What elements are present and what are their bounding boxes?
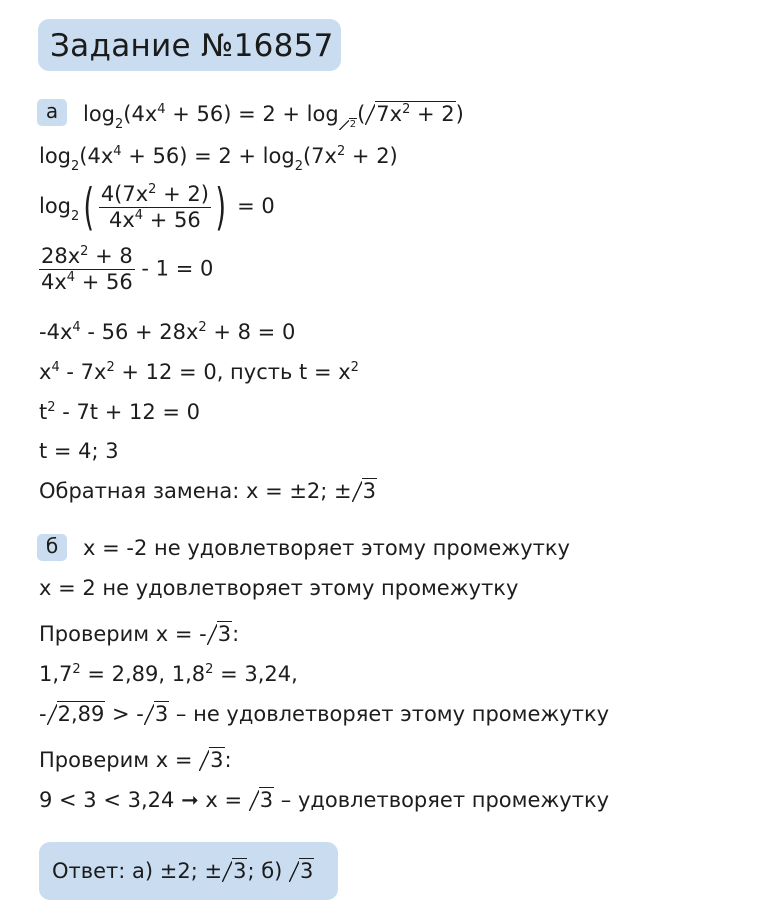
- equation-step-4: $-4x^4 - 56 + 28x^2 + 8 = 0$: [39, 320, 296, 344]
- part-b-line-1: x = -2 не удовлетворяет этому промежутку: [83, 536, 570, 560]
- arrow-right-icon: ➞: [181, 788, 199, 812]
- part-b-check-positive: Проверим x = 3:: [39, 748, 232, 772]
- equation-step-7: t = 4; 3: [39, 439, 119, 463]
- part-a-marker: а: [37, 99, 67, 126]
- equation-original: $\log_2(4x^4 + 56) = 2 + \log _2$( $7x^2 + 2$): [83, 102, 464, 132]
- part-b-compare-negative: - 2,89 > - 3 – не удовлетворяет этому промежутку: [39, 702, 610, 726]
- equation-step-3: $\frac{28x^2 + 8}{4x^4 + 56}$ - 1 = 0: [41, 244, 214, 294]
- part-b-marker: б: [37, 534, 67, 561]
- equation-step-6: $t^2 - 7t + 12 = 0$: [39, 400, 201, 424]
- part-b-squares: $1,7^2 = 2,89$, $1,8^2 = 3,24$,: [39, 662, 298, 686]
- equation-step-2: $\log_2$( $\frac{4(7x^2 + 2)}{4x^4 + 56}$ ) = 0: [39, 178, 275, 236]
- answer-box: Ответ: а) ±2; ± 3; б) 3: [39, 842, 338, 900]
- part-b-line-2: x = 2 не удовлетворяет этому промежутку: [39, 576, 519, 600]
- equation-step-1: $\log_2(4x^4 + 56) = 2 + \log_2(7x^2 + 2)$: [39, 144, 398, 174]
- reverse-substitution: Обратная замена: x = ±2; ± 3: [39, 479, 377, 503]
- part-b-check-negative: Проверим x = - 3:: [39, 622, 240, 646]
- part-b-compare-positive: 9 < 3 < 3,24 ➞ x = 3 – удовлетворяет промежутку: [39, 788, 610, 812]
- task-title: Задание №16857: [38, 19, 341, 71]
- equation-step-5: $x^4 - 7x^2 + 12 = 0$, пусть $t = x^2$: [39, 360, 359, 384]
